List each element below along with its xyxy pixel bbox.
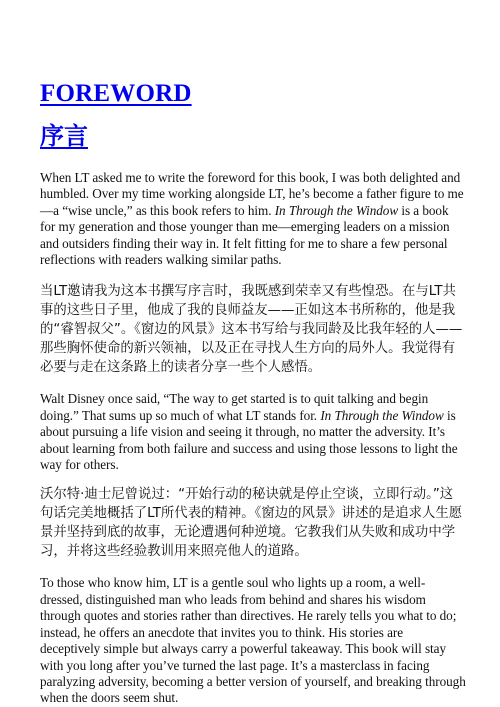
paragraph-intro-en-part1: When LT asked me to write the foreword for this book, I was both delighted and humbled. Over my time working alongside LT, he’s become a father figure to me—a “wise uncle,” as this book refers to him. (40, 170, 464, 218)
book-title: In Through the Window (320, 407, 444, 423)
paragraph-disney-en-part1: Walt Disney once said, “The way to get started is to quit talking and begin doing.” That sums up so much of what LT stands for. (40, 391, 429, 423)
paragraph-disney-en (40, 391, 466, 473)
paragraph-disney-zh: 沃尔特·迪士尼曾说过：“开始行动的秘诀就是停止空谈，立即行动。”这句话完美地概括了LT所代表的精神。《窗边的风景》讲述的是追求人生愿景并坚持到底的故事，无论遭遇何种逆境。它教我们从失败和成功中学习，并将这些经验教训用来照亮他人的道路。 (40, 487, 463, 560)
foreword-page (40, 78, 466, 707)
paragraph-disney-en-part2: is about pursuing a life vision and seeing it through, no matter the adversity. It’s about learning from both failure and success and using those lessons to light the way for others. (40, 407, 458, 473)
paragraph-intro-en-part2: is a book for my generation and those younger than me—emerging leaders on a mission and outsiders finding their way in. It felt fitting for me to share a few personal reflections with readers walking similar paths. (40, 202, 450, 268)
heading-group (40, 78, 466, 152)
paragraph-intro-en (40, 170, 466, 268)
heading-foreword-link[interactable]: FOREWORD (40, 80, 192, 107)
paragraph-gentle-soul-en: To those who know him, LT is a gentle soul who lights up a room, a well-dressed, distinguished man who leads from behind and shares his wisdom through quotes and stories rather than directives. He rarely tells you what to do; instead, he offers an anecdote that invites you to think. His stories are deceptively simple but always carry a powerful takeaway. This book will stay with you long after you’ve turned the last page. It’s a masterclass in facing paralyzing adversity, becoming a better version of yourself, and breaking through when the doors seem shut. (40, 575, 466, 706)
paragraph-intro-zh: 当LT邀请我为这本书撰写序言时，我既感到荣幸又有些惶恐。在与LT共事的这些日子里，他成了我的良师益友——正如这本书所称的，他是我的“睿智叔父”。《窗边的风景》这本书写给与我同龄及比我年轻的人——那些胸怀使命的新兴领袖，以及正在寻找人生方向的局外人。我觉得有必要与走在这条路上的读者分享一些个人感悟。 (40, 284, 463, 376)
heading-preface-link[interactable]: 序言 (40, 122, 88, 150)
book-title: In Through the Window (274, 202, 399, 218)
